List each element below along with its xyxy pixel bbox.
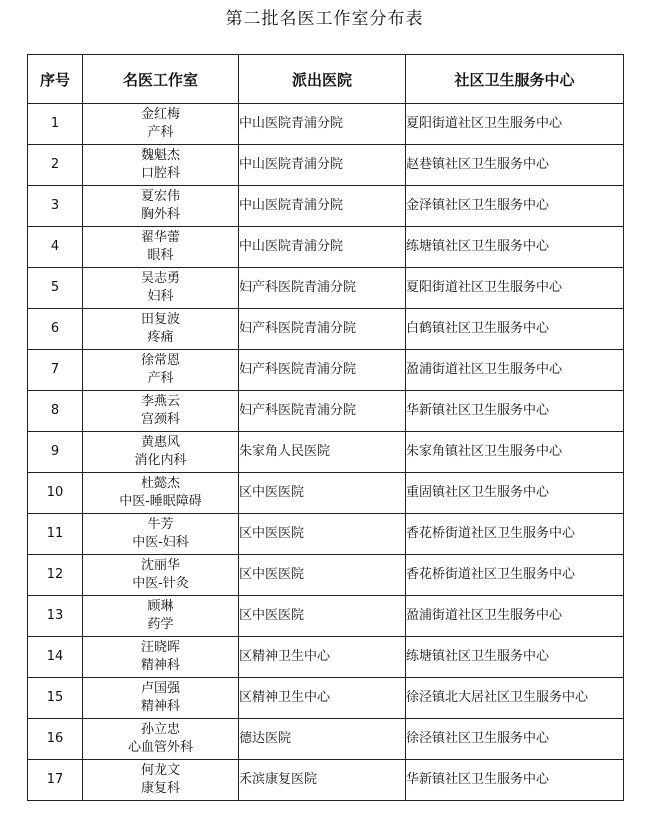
community-health-center-cell: 华新镇社区卫生服务中心 [406, 391, 624, 432]
community-health-center-cell: 香花桥街道社区卫生服务中心 [406, 514, 624, 555]
studio-cell [83, 391, 239, 432]
header-serial-number: 序号 [28, 55, 83, 104]
serial-number-cell: 3 [28, 186, 83, 227]
doctor-name: 吴志勇 [140, 271, 180, 286]
dispatching-hospital-cell: 朱家角人民医院 [239, 432, 406, 473]
doctor-name: 沈丽华 [140, 558, 180, 573]
serial-number-cell: 10 [28, 473, 83, 514]
studio-distribution-table [27, 54, 624, 801]
serial-number-cell: 5 [28, 268, 83, 309]
serial-number-cell: 8 [28, 391, 83, 432]
specialty: 精神科 [140, 699, 180, 714]
specialty: 药学 [147, 617, 174, 632]
doctor-name: 金红梅 [140, 107, 180, 122]
document-title: 第二批名医工作室分布表 [225, 9, 424, 29]
studio-cell [83, 555, 239, 596]
table-row [28, 514, 624, 555]
serial-number-cell: 2 [28, 145, 83, 186]
table-row [28, 596, 624, 637]
doctor-name: 何龙文 [140, 763, 180, 778]
doctor-name: 田复波 [140, 312, 180, 327]
doctor-name: 牛芳 [147, 517, 174, 532]
community-health-center-cell: 赵巷镇社区卫生服务中心 [406, 145, 624, 186]
doctor-name: 顾琳 [147, 599, 174, 614]
community-health-center-cell: 重固镇社区卫生服务中心 [406, 473, 624, 514]
doctor-name: 卢国强 [140, 681, 180, 696]
header-dispatching-hospital: 派出医院 [239, 55, 406, 104]
table-row [28, 678, 624, 719]
table-row [28, 350, 624, 391]
serial-number-cell: 11 [28, 514, 83, 555]
dispatching-hospital-cell: 妇产科医院青浦分院 [239, 268, 406, 309]
specialty: 康复科 [140, 781, 180, 796]
dispatching-hospital-cell: 禾滨康复医院 [239, 760, 406, 801]
specialty: 妇科 [147, 289, 174, 304]
community-health-center-cell: 练塘镇社区卫生服务中心 [406, 637, 624, 678]
dispatching-hospital-cell: 妇产科医院青浦分院 [239, 350, 406, 391]
community-health-center-cell: 盈浦街道社区卫生服务中心 [406, 350, 624, 391]
community-health-center-cell: 徐泾镇北大居社区卫生服务中心 [406, 678, 624, 719]
header-studio: 名医工作室 [83, 55, 239, 104]
doctor-name: 徐常恩 [140, 353, 180, 368]
table-row [28, 637, 624, 678]
community-health-center-cell: 练塘镇社区卫生服务中心 [406, 227, 624, 268]
table-row [28, 432, 624, 473]
doctor-name: 夏宏伟 [140, 189, 180, 204]
dispatching-hospital-cell: 中山医院青浦分院 [239, 227, 406, 268]
table-row [28, 227, 624, 268]
studio-cell [83, 596, 239, 637]
doctor-name: 魏魁杰 [140, 148, 180, 163]
studio-cell [83, 268, 239, 309]
studio-cell [83, 637, 239, 678]
studio-cell [83, 104, 239, 145]
studio-cell [83, 432, 239, 473]
serial-number-cell: 17 [28, 760, 83, 801]
dispatching-hospital-cell: 区精神卫生中心 [239, 637, 406, 678]
specialty: 疼痛 [147, 330, 174, 345]
dispatching-hospital-cell: 德达医院 [239, 719, 406, 760]
dispatching-hospital-cell: 区中医医院 [239, 473, 406, 514]
dispatching-hospital-cell: 区中医医院 [239, 555, 406, 596]
specialty: 胸外科 [140, 207, 180, 222]
table-row [28, 473, 624, 514]
community-health-center-cell: 白鹤镇社区卫生服务中心 [406, 309, 624, 350]
community-health-center-cell: 盈浦街道社区卫生服务中心 [406, 596, 624, 637]
specialty: 口腔科 [140, 166, 180, 181]
serial-number-cell: 4 [28, 227, 83, 268]
studio-cell [83, 309, 239, 350]
dispatching-hospital-cell: 妇产科医院青浦分院 [239, 309, 406, 350]
serial-number-cell: 12 [28, 555, 83, 596]
specialty: 眼科 [147, 248, 174, 263]
community-health-center-cell: 香花桥街道社区卫生服务中心 [406, 555, 624, 596]
serial-number-cell: 7 [28, 350, 83, 391]
specialty: 消化内科 [134, 453, 187, 468]
studio-cell [83, 514, 239, 555]
table-body [28, 104, 624, 801]
serial-number-cell: 15 [28, 678, 83, 719]
dispatching-hospital-cell: 区精神卫生中心 [239, 678, 406, 719]
dispatching-hospital-cell: 区中医医院 [239, 596, 406, 637]
studio-cell [83, 227, 239, 268]
serial-number-cell: 1 [28, 104, 83, 145]
header-community-health-center: 社区卫生服务中心 [406, 55, 624, 104]
table-header-row [28, 55, 624, 104]
specialty: 产科 [147, 371, 174, 386]
table-row [28, 555, 624, 596]
serial-number-cell: 16 [28, 719, 83, 760]
dispatching-hospital-cell: 区中医医院 [239, 514, 406, 555]
community-health-center-cell: 华新镇社区卫生服务中心 [406, 760, 624, 801]
specialty: 精神科 [140, 658, 180, 673]
doctor-name: 李燕云 [140, 394, 180, 409]
community-health-center-cell: 朱家角镇社区卫生服务中心 [406, 432, 624, 473]
specialty: 中医-针灸 [132, 576, 189, 591]
table-row [28, 145, 624, 186]
specialty: 中医-妇科 [132, 535, 189, 550]
specialty: 宫颈科 [140, 412, 180, 427]
dispatching-hospital-cell: 中山医院青浦分院 [239, 104, 406, 145]
studio-cell [83, 760, 239, 801]
community-health-center-cell: 金泽镇社区卫生服务中心 [406, 186, 624, 227]
table-row [28, 104, 624, 145]
doctor-name: 杜懿杰 [140, 476, 180, 491]
specialty: 产科 [147, 125, 174, 140]
doctor-name: 翟华蕾 [140, 230, 180, 245]
serial-number-cell: 13 [28, 596, 83, 637]
community-health-center-cell: 徐泾镇社区卫生服务中心 [406, 719, 624, 760]
specialty: 中医-睡眠障碍 [119, 494, 202, 509]
table-row [28, 719, 624, 760]
dispatching-hospital-cell: 中山医院青浦分院 [239, 186, 406, 227]
table-row [28, 760, 624, 801]
serial-number-cell: 9 [28, 432, 83, 473]
table-row [28, 186, 624, 227]
specialty: 心血管外科 [127, 740, 193, 755]
studio-cell [83, 145, 239, 186]
table-row [28, 309, 624, 350]
dispatching-hospital-cell: 妇产科医院青浦分院 [239, 391, 406, 432]
studio-cell [83, 350, 239, 391]
studio-cell [83, 678, 239, 719]
studio-cell [83, 473, 239, 514]
table-row [28, 391, 624, 432]
community-health-center-cell: 夏阳街道社区卫生服务中心 [406, 104, 624, 145]
doctor-name: 汪晓晖 [140, 640, 180, 655]
community-health-center-cell: 夏阳街道社区卫生服务中心 [406, 268, 624, 309]
studio-cell [83, 719, 239, 760]
doctor-name: 黄惠风 [140, 435, 180, 450]
table-row [28, 268, 624, 309]
serial-number-cell: 14 [28, 637, 83, 678]
doctor-name: 孙立忠 [140, 722, 180, 737]
dispatching-hospital-cell: 中山医院青浦分院 [239, 145, 406, 186]
studio-cell [83, 186, 239, 227]
serial-number-cell: 6 [28, 309, 83, 350]
